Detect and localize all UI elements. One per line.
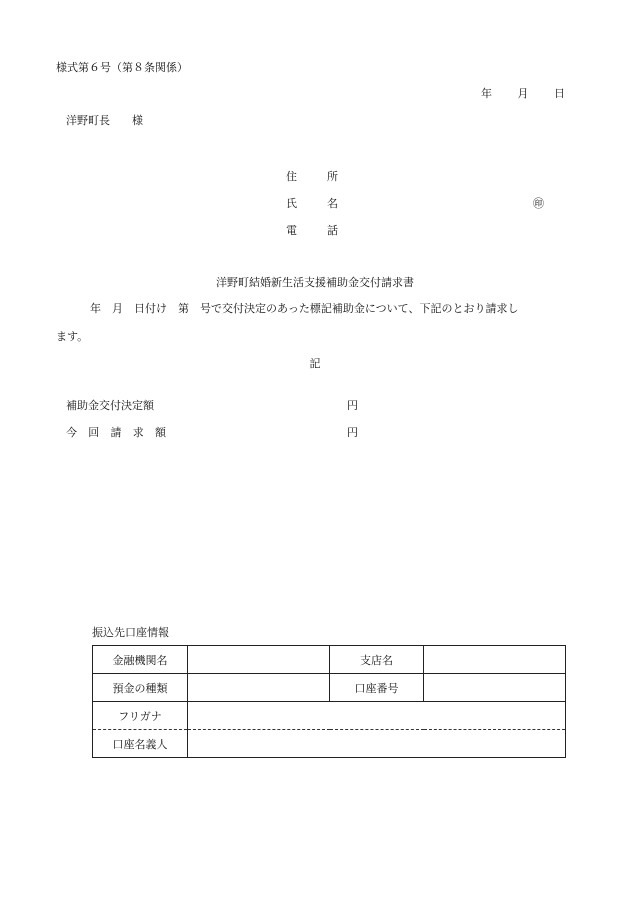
holder-label: 口座名義人 bbox=[93, 730, 188, 758]
amount-label-current: 今 回 請 求 額 bbox=[66, 426, 166, 439]
table-row bbox=[93, 730, 566, 758]
furigana-value[interactable] bbox=[188, 702, 566, 730]
address-label: 住 所 bbox=[286, 170, 338, 183]
furigana-label: フリガナ bbox=[93, 702, 188, 730]
applicant-phone-row bbox=[286, 222, 586, 236]
addressee: 洋野町長 様 bbox=[66, 114, 143, 127]
amount-label-decided: 補助金交付決定額 bbox=[66, 399, 154, 412]
amount-row-decided bbox=[66, 397, 366, 411]
amount-unit-decided: 円 bbox=[347, 399, 358, 412]
amount-unit-current: 円 bbox=[347, 426, 358, 439]
table-row bbox=[93, 674, 566, 702]
bank-info-table bbox=[92, 645, 566, 758]
seal-mark: ㊞ bbox=[533, 197, 544, 210]
amount-row-current bbox=[66, 424, 366, 438]
date-day: 日 bbox=[554, 87, 565, 100]
deposit-type-value[interactable] bbox=[188, 674, 330, 702]
account-number-label: 口座番号 bbox=[330, 674, 424, 702]
deposit-type-label: 預金の種類 bbox=[93, 674, 188, 702]
date-line bbox=[481, 87, 565, 101]
institution-label: 金融機関名 bbox=[93, 646, 188, 674]
name-label: 氏 名 bbox=[286, 197, 338, 210]
body-line-2: ます。 bbox=[56, 330, 89, 343]
form-number: 様式第６号（第８条関係） bbox=[56, 61, 188, 74]
table-row bbox=[93, 646, 566, 674]
document-title: 洋野町結婚新生活支援補助金交付請求書 bbox=[216, 276, 414, 289]
body-line-1: 年 月 日付け 第 号で交付決定のあった標記補助金について、下記のとおり請求し bbox=[90, 302, 519, 315]
institution-value[interactable] bbox=[188, 646, 330, 674]
account-number-value[interactable] bbox=[424, 674, 566, 702]
holder-value[interactable] bbox=[188, 730, 566, 758]
table-row bbox=[93, 702, 566, 730]
ki-heading: 記 bbox=[309, 357, 321, 370]
branch-label: 支店名 bbox=[330, 646, 424, 674]
applicant-name-row bbox=[286, 195, 586, 209]
date-month: 月 bbox=[517, 87, 529, 100]
phone-label: 電 話 bbox=[286, 224, 338, 237]
branch-value[interactable] bbox=[424, 646, 566, 674]
applicant-address-row bbox=[286, 168, 586, 182]
date-year: 年 bbox=[481, 87, 492, 100]
bank-heading: 振込先口座情報 bbox=[92, 626, 169, 639]
